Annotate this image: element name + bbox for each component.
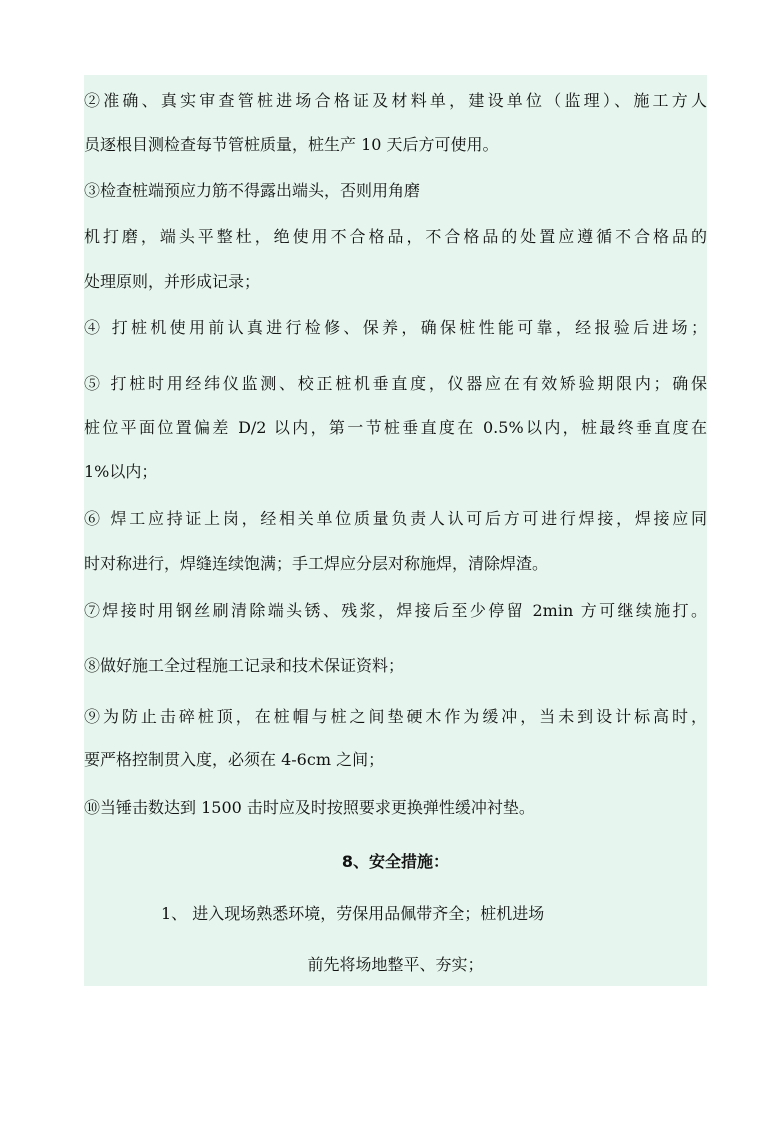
paragraph-line: ⑧做好施工全过程施工记录和技术保证资料；	[84, 656, 405, 675]
paragraph-line: ②准确、真实审查管桩进场合格证及材料单，建设单位（监理）、施工方人	[84, 91, 707, 110]
paragraph-line: ⑩当锤击数达到 1500 击时应及时按照要求更换弹性缓冲衬垫。	[84, 798, 535, 817]
paragraph-line: ⑤ 打桩时用经纬仪监测、校正桩机垂直度，仪器应在有效矫验期限内；确保	[84, 374, 707, 393]
paragraph-line: 机打磨，端头平整杜，绝使用不合格品，不合格品的处置应遵循不合格品的	[84, 227, 707, 246]
document-body	[84, 75, 707, 986]
paragraph-line: 桩位平面位置偏差 D/2 以内，第一节桩垂直度在 0.5%以内，桩最终垂直度在	[84, 418, 707, 437]
paragraph-line: ⑦焊接时用钢丝刷清除端头锈、残浆，焊接后至少停留 2min 方可继续施打。	[84, 601, 707, 620]
paragraph-line: 时对称进行，焊缝连续饱满；手工焊应分层对称施焊，清除焊渣。	[84, 554, 549, 573]
paragraph-line: 1%以内；	[84, 462, 158, 481]
paragraph-line: ④ 打桩机使用前认真进行检修、保养，确保桩性能可靠，经报验后进场；	[84, 318, 707, 337]
paragraph-line: 要严格控制贯入度，必须在 4-6cm 之间；	[84, 750, 385, 769]
list-item: 1、 进入现场熟悉环境，劳保用品佩带齐全；桩机进场	[161, 904, 545, 923]
paragraph-line: 处理原则，并形成记录；	[84, 272, 261, 291]
paragraph-line: ⑥ 焊工应持证上岗，经相关单位质量负责人认可后方可进行焊接，焊接应同	[84, 509, 707, 528]
list-item-continuation: 前先将场地整平、夯实；	[307, 955, 484, 974]
paragraph-line: 员逐根目测检查每节管桩质量，桩生产 10 天后方可使用。	[84, 135, 499, 154]
paragraph-line: ③检查桩端预应力筋不得露出端头，否则用角磨	[84, 181, 421, 200]
section-heading: 8、安全措施：	[341, 852, 450, 871]
paragraph-line: ⑨为防止击碎桩顶，在桩帽与桩之间垫硬木作为缓冲，当未到设计标高时，	[84, 707, 707, 726]
